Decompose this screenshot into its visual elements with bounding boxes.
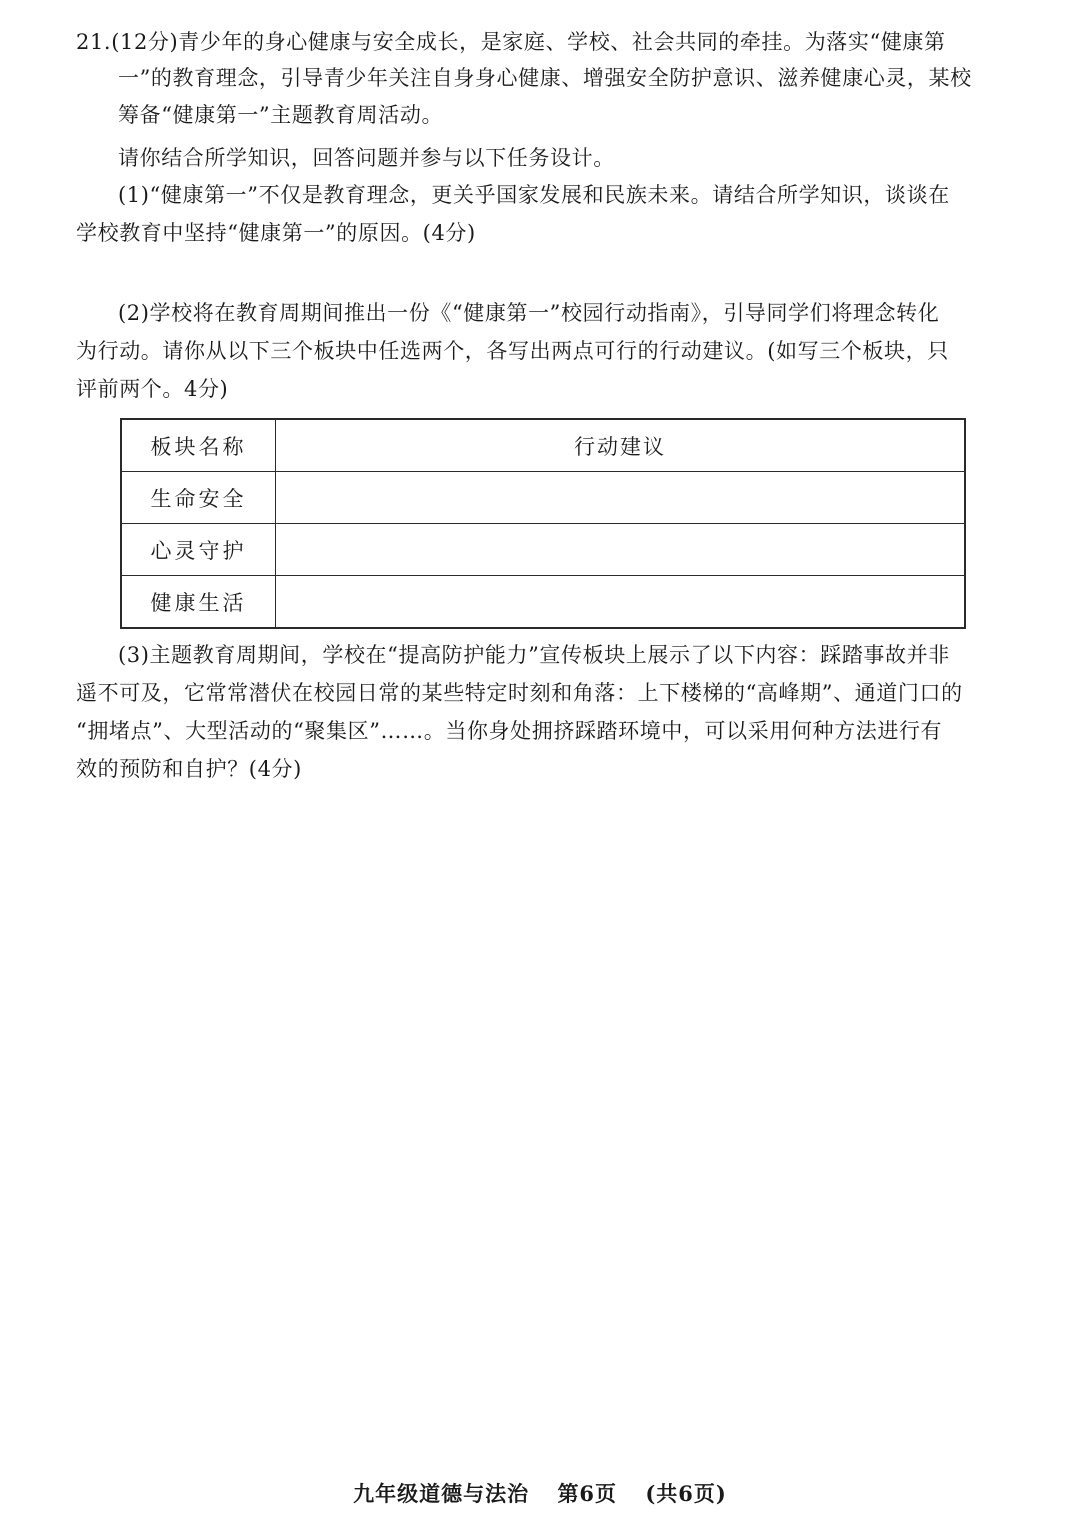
table-row xyxy=(121,576,965,629)
part2-line-3: 评前两个。4分) xyxy=(76,377,229,401)
table-row-name: 生命安全 xyxy=(121,472,276,524)
part3-line-1: (3)主题教育周期间，学校在“提高防护能力”宣传板块上展示了以下内容：踩踏事故并非 xyxy=(118,643,950,667)
table-header-row xyxy=(121,419,965,472)
answer-cell[interactable] xyxy=(276,576,966,629)
part2-line-2: 为行动。请你从以下三个板块中任选两个，各写出两点可行的行动建议。(如写三个板块，只 xyxy=(76,339,949,363)
footer-page-number: 第6页 xyxy=(557,1481,618,1506)
footer-subject: 九年级道德与法治 xyxy=(353,1481,530,1506)
part2-line-1: (2)学校将在教育周期间推出一份《“健康第一”校园行动指南》，引导同学们将理念转化 xyxy=(118,301,940,325)
answer-cell[interactable] xyxy=(276,524,966,576)
question-instruction: 请你结合所学知识，回答问题并参与以下任务设计。 xyxy=(118,146,615,170)
footer-total-pages: (共6页) xyxy=(645,1481,727,1506)
part1-line-2: 学校教育中坚持“健康第一”的原因。(4分) xyxy=(76,221,476,245)
table-row-name: 心灵守护 xyxy=(121,524,276,576)
part1-line-1: (1)“健康第一”不仅是教育理念，更关乎国家发展和民族未来。请结合所学知识，谈谈在 xyxy=(118,183,950,207)
part3-line-3: “拥堵点”、大型活动的“聚集区”……。当你身处拥挤踩踏环境中，可以采用何种方法进行有 xyxy=(76,719,943,743)
table-header-advice: 行动建议 xyxy=(276,419,966,472)
table-row xyxy=(121,524,965,576)
action-advice-table xyxy=(120,418,966,629)
answer-cell[interactable] xyxy=(276,472,966,524)
table-header-name: 板块名称 xyxy=(121,419,276,472)
part3-line-2: 遥不可及，它常常潜伏在校园日常的某些特定时刻和角落：上下楼梯的“高峰期”、通道门口的 xyxy=(76,681,963,705)
question-intro-line-1: 21.(12分)青少年的身心健康与安全成长，是家庭、学校、社会共同的牵挂。为落实“健康第 xyxy=(76,30,946,54)
question-intro-line-3: 筹备“健康第一”主题教育周活动。 xyxy=(118,103,444,127)
part3-line-4: 效的预防和自护？(4分) xyxy=(76,757,302,781)
table-row-name: 健康生活 xyxy=(121,576,276,629)
page-footer xyxy=(0,1478,1080,1508)
table-row xyxy=(121,472,965,524)
question-intro-line-2: 一”的教育理念，引导青少年关注自身身心健康、增强安全防护意识、滋养健康心灵，某校 xyxy=(118,66,972,90)
